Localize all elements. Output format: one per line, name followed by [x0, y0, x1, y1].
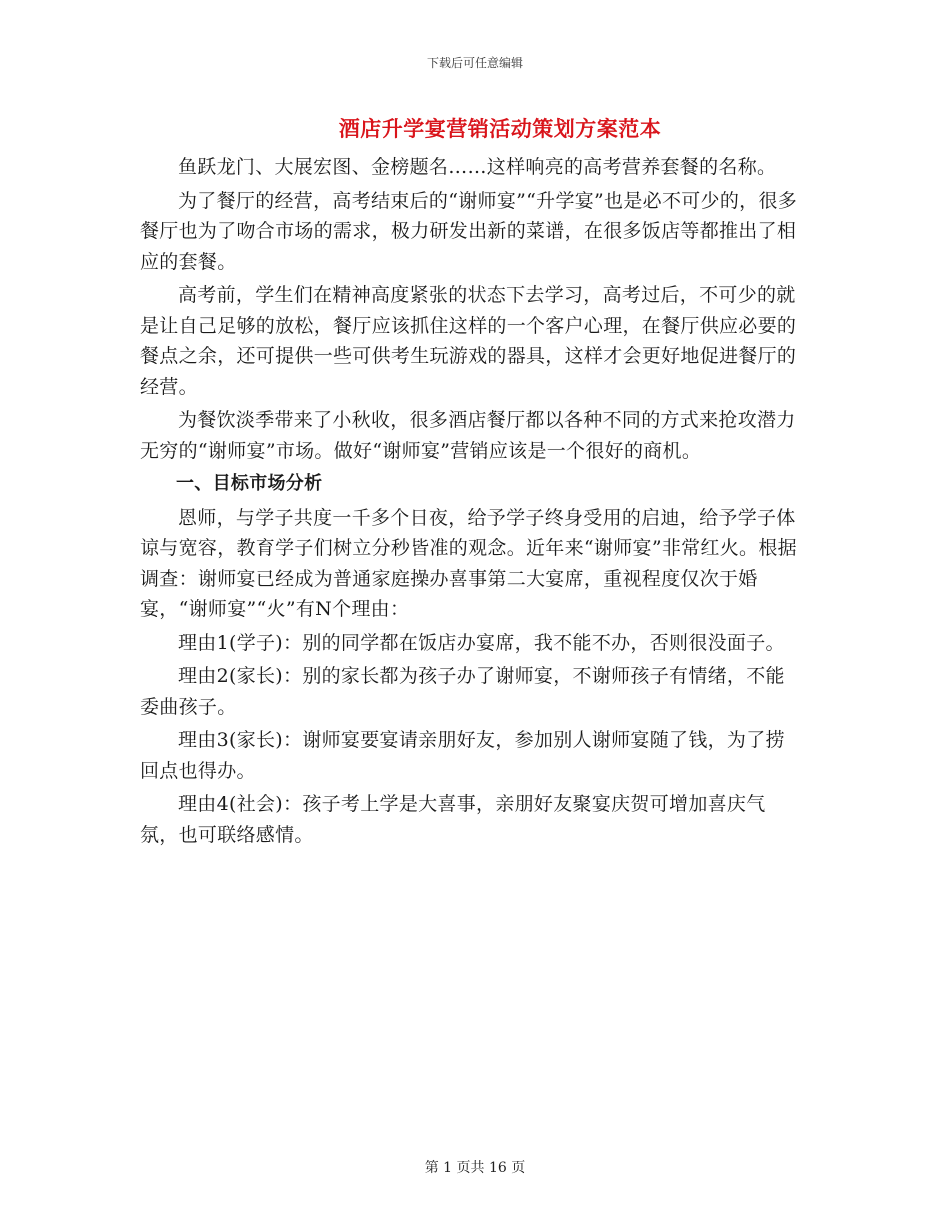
paragraph: 理由2(家长)：别的家长都为孩子办了谢师宴，不谢师孩子有情绪，不能委曲孩子。	[140, 665, 785, 718]
document-title: 酒店升学宴营销活动策划方案范本	[338, 116, 662, 141]
page-number: 第 1 页共 16 页	[424, 1160, 526, 1176]
paragraph: 理由4(社会)：孩子考上学是大喜事，亲朋好友聚宴庆贺可增加喜庆气氛，也可联络感情。	[140, 793, 766, 846]
paragraph: 鱼跃龙门、大展宏图、金榜题名……这样响亮的高考营养套餐的名称。	[178, 156, 777, 178]
paragraph: 高考前，学生们在精神高度紧张的状态下去学习，高考过后，不可少的就是让自己足够的放松，餐厅应该抓住这样的一个客户心理，在餐厅供应必要的餐点之余，还可提供一些可供考生玩游戏的器具，这样才会更好地促进餐厅的经营。	[140, 284, 797, 398]
paragraph: 恩师，与学子共度一千多个日夜，给予学子终身受用的启迪，给予学子体谅与宽容，教育学子们树立分秒皆准的观念。近年来“谢师宴”非常红火。根据调查：谢师宴已经成为普通家庭操办喜事第二大宴席，重视程度仅次于婚宴，“谢师宴”“火”有N个理由：	[140, 506, 797, 620]
paragraph: 为餐饮淡季带来了小秋收，很多酒店餐厅都以各种不同的方式来抢攻潜力无穷的“谢师宴”市场。做好“谢师宴”营销应该是一个很好的商机。	[140, 409, 796, 462]
header-note: 下载后可任意编辑	[426, 56, 523, 70]
document-body	[140, 152, 800, 850]
paragraph: 理由1(学子)：别的同学都在饭店办宴席，我不能不办，否则很没面子。	[178, 631, 785, 654]
paragraph: 理由3(家长)：谢师宴要宴请亲朋好友，参加别人谢师宴随了钱，为了捞回点也得办。	[140, 729, 785, 782]
paragraph: 为了餐厅的经营，高考结束后的“谢师宴”“升学宴”也是必不可少的，很多餐厅也为了吻合市场的需求，极力研发出新的菜谱，在很多饭店等都推出了相应的套餐。	[140, 189, 798, 273]
section-heading: 一、目标市场分析	[176, 473, 323, 494]
